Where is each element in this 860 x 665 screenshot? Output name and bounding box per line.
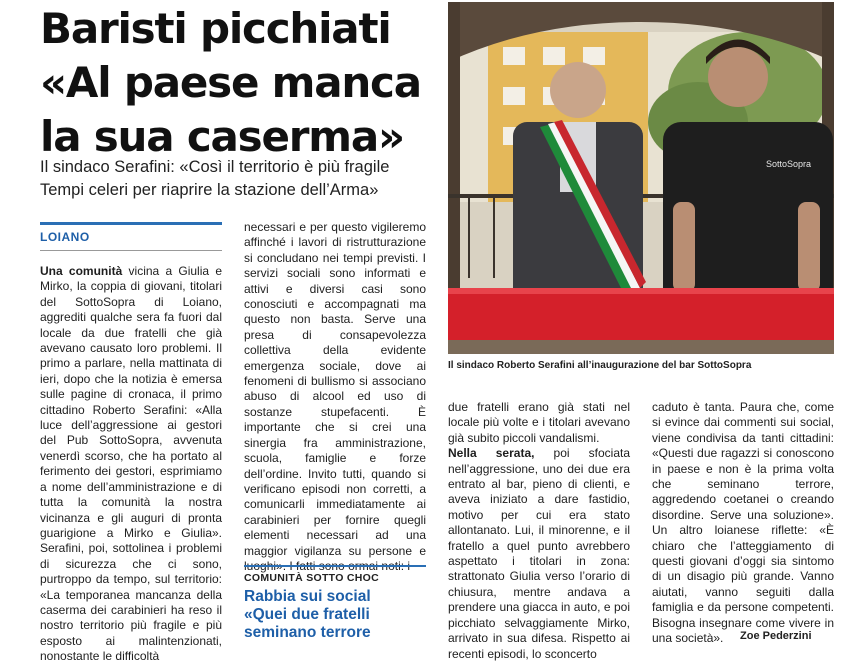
photo-scene [448,2,834,354]
inauguration-ribbon [448,288,834,340]
sidebar-kicker: COMUNITÀ SOTTO CHOC [244,572,380,584]
headline-line-3: la sua caserma» [40,112,404,161]
body-column-3 [448,400,630,662]
shirt-logo: SottoSopra [766,159,812,169]
headline-line-2: «Al paese manca [40,58,421,107]
section-rule [40,222,222,225]
sidebar-rule [244,565,426,567]
sidebar-title-line-2: «Quei due fratelli [244,606,370,623]
body-column-4 [652,400,834,647]
body-text: poi sfociata nell’aggressione, uno dei due era entrato al bar, pieno di clienti, e aveva iniziato a dare fastidio, motivo per cui era stato allontanato. Lui, il minorenne, e il fratello a quel punto avrebbero aspettato i titolari in zona: strattonato Giulia verso l’orario di chiusura, mentre andava a prendere una giacca in auto, e poi picchiato selvaggiamente Mirko, arrivato in sua difesa. Rispetto ai recenti episodi, lo sconcerto [448,446,630,661]
section-label: LOIANO [40,230,90,244]
lead-in: Nella serata, [448,446,535,461]
lead-in: Una comunità [40,264,123,278]
body-text: vicina a Giulia e Mirko, la coppia di giovani, titolari del SottoSopra di Loiano, aggrediti qualche sera fa fuori dal locale da due fratelli che già avevano causato loro problemi. Il primo a parlare, nella mattinata di ieri, dopo che la notizia è emersa sulle pagine di cronaca, il primo cittadino Roberto Serafini: «Alla luce dell’aggressione ai gestori del Pub SottoSopra, avvenuta venerdì scorso, che ha portato al ferimento dei gestori, esprimiamo a nome dell’amministrazione e di tutta la comunità la nostra vicinanza e gli auguri di pronta guarigione a Mirko e Giulia». Serafini, poi, sottolinea i problemi di sicurezza che ci sono, purtroppo da tempo, sul territorio: «La temporanea mancanza della caserma dei carabinieri ha reso il nostro territorio più fragile e più esposto ai malintenzionati, nonostante le difficoltà [40,264,222,664]
sidebar-title-line-3: seminano terrore [244,624,371,641]
subheadline: Il sindaco Serafini: «Così il territorio è più fragile Tempi celeri per riaprire la stazione dell’Arma» [40,158,390,199]
author-byline: Zoe Pederzini [740,630,812,642]
body-text: caduto è tanta. Paura che, come si evince dai commenti sui social, viene condivisa da tanti cittadini: «Questi due ragazzi si conoscono in paese e non è la prima volta che seminano terrore, aggredendo coetanei o creando disordine. Serve una soluzione». Un altro loianese riflette: «È chiaro che l’atteggiamento di questi giovani d’oggi sia sintomo di un disagio più grande. Vanno aiutati, vanno seguiti dalla famiglia e da persone competenti. Bisogna insegnare come vivere in una società». [652,400,834,646]
body-column-1 [40,264,222,665]
headline-line-1: Baristi picchiati [40,4,391,53]
body-column-2 [244,220,426,574]
sidebar-title-line-1: Rabbia sui social [244,588,371,605]
body-text: necessari e per questo vigileremo affinché i lavori di ristrutturazione si concludano nei tempi previsti. I servizi sociali sono informati e attivi e diversi casi sono conosciuti e accompagnati ma questo non basta. Serve una presa di consapevolezza collettiva della evidente emergenza sociale, dove ai fenomeni di bullismo si associano abuso di alcool ed uso di sostanze stupefacenti. È importante che si crei una sinergia fra amministrazione, scuola, famiglie e forze dell’ordine. Invito tutti, quando si verificano episodi non corretti, a comunicarli immediatamente ai carabinieri per fornire quegli elementi necessari ad una maggior vigilanza su persone e [244,220,426,558]
headline [40,2,440,164]
body-text: due fratelli erano già stati nel locale più volte e i titolari avevano già subito piccoli vandalismi. [448,400,630,445]
photo-caption: Il sindaco Roberto Serafini all’inaugurazione del bar SottoSopra [448,360,752,371]
section-divider [40,250,222,251]
article-photo [448,2,834,354]
sidebar-title [244,588,434,642]
